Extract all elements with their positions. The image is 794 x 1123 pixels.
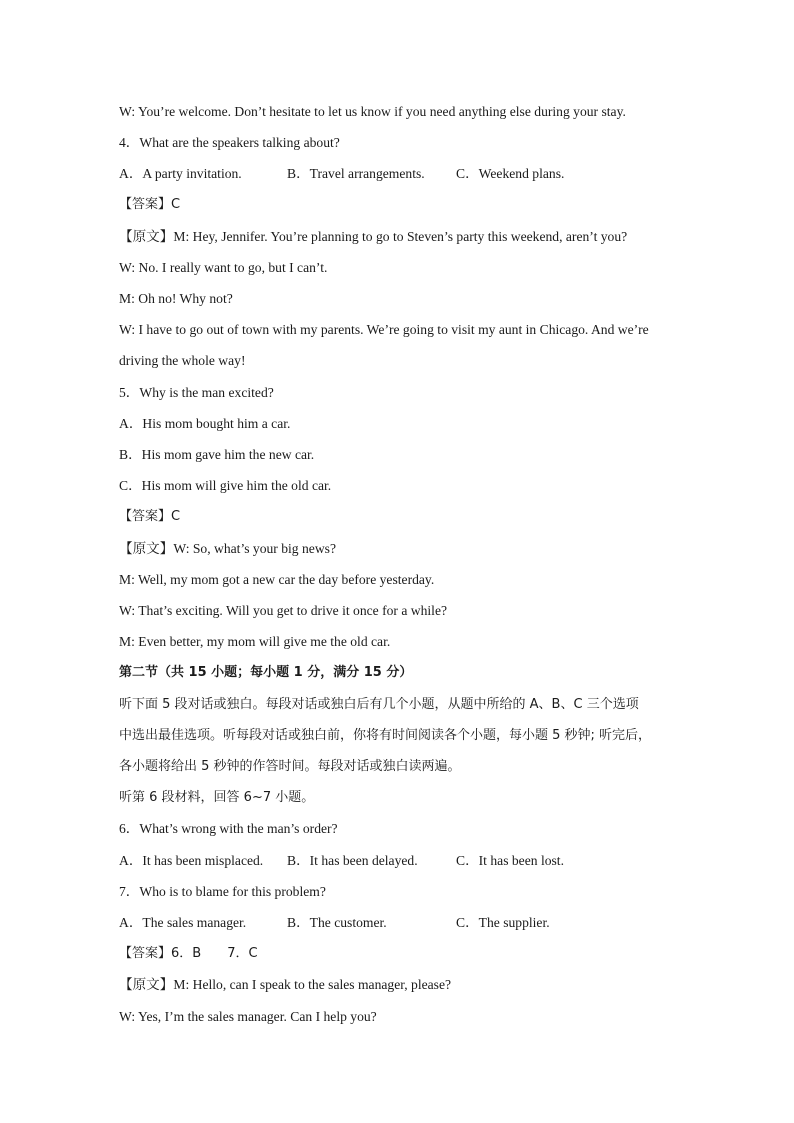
instructions-line: 听第 6 段材料，回答 6~7 小题。 (119, 790, 315, 805)
option-b: B．His mom gave him the new car. (119, 447, 315, 462)
transcript-line: M: Oh no! Why not? (119, 291, 233, 306)
question-4: 4．What are the speakers talking about? (119, 135, 340, 150)
option-c: C．It has been lost. (456, 853, 564, 868)
transcript-line: 【原文】W: So, what’s your big news? (119, 541, 336, 556)
transcript-line: 【原文】M: Hey, Jennifer. You’re planning to go to Steven’s party this weekend, aren’t you? (119, 229, 628, 244)
instructions-line: 听下面 5 段对话或独白。每段对话或独白后有几个小题，从题中所给的 A、B、C 三个选项 (119, 697, 639, 712)
option-a: A．It has been misplaced. (119, 853, 264, 868)
question-7: 7．Who is to blame for this problem? (119, 884, 326, 899)
option-c: C．The supplier. (456, 915, 550, 930)
question-5: 5．Why is the man excited? (119, 385, 274, 400)
instructions-line: 各小题将给出 5 秒钟的作答时间。每段对话或独白读两遍。 (119, 759, 461, 774)
question-6: 6．What’s wrong with the man’s order? (119, 821, 338, 836)
section-heading: 第二节（共 15 小题；每小题 1 分，满分 15 分） (119, 665, 413, 680)
question-6-options (119, 852, 694, 870)
option-b: B．The customer. (287, 915, 387, 930)
answer-6-7: 【答案】6．B 7．C (119, 946, 258, 961)
question-4-options (119, 165, 694, 183)
transcript-line: W: That’s exciting. Will you get to drive it once for a while? (119, 603, 448, 618)
option-c: C．Weekend plans. (456, 166, 565, 181)
transcript-line: W: I have to go out of town with my parents. We’re going to visit my aunt in Chicago. And we’re (119, 322, 649, 337)
option-a: A．The sales manager. (119, 915, 247, 930)
option-a: A．A party invitation. (119, 166, 242, 181)
instructions-line: 中选出最佳选项。听每段对话或独白前，你将有时间阅读各个小题，每小题 5 秒钟; 听完后， (119, 728, 652, 743)
answer-4: 【答案】C (119, 197, 181, 212)
option-b: B．Travel arrangements. (287, 166, 425, 181)
transcript-line: M: Even better, my mom will give me the old car. (119, 634, 391, 649)
option-c: C．His mom will give him the old car. (119, 478, 332, 493)
transcript-line: driving the whole way! (119, 353, 246, 368)
option-b: B．It has been delayed. (287, 853, 418, 868)
transcript-line: 【原文】M: Hello, can I speak to the sales manager, please? (119, 977, 452, 992)
answer-5: 【答案】C (119, 509, 181, 524)
option-a: A．His mom bought him a car. (119, 416, 291, 431)
dialogue-line: W: You’re welcome. Don’t hesitate to let us know if you need anything else during your stay. (119, 104, 626, 119)
transcript-line: M: Well, my mom got a new car the day before yesterday. (119, 572, 435, 587)
transcript-line: W: Yes, I’m the sales manager. Can I help you? (119, 1009, 377, 1024)
transcript-line: W: No. I really want to go, but I can’t. (119, 260, 328, 275)
question-7-options (119, 914, 694, 932)
